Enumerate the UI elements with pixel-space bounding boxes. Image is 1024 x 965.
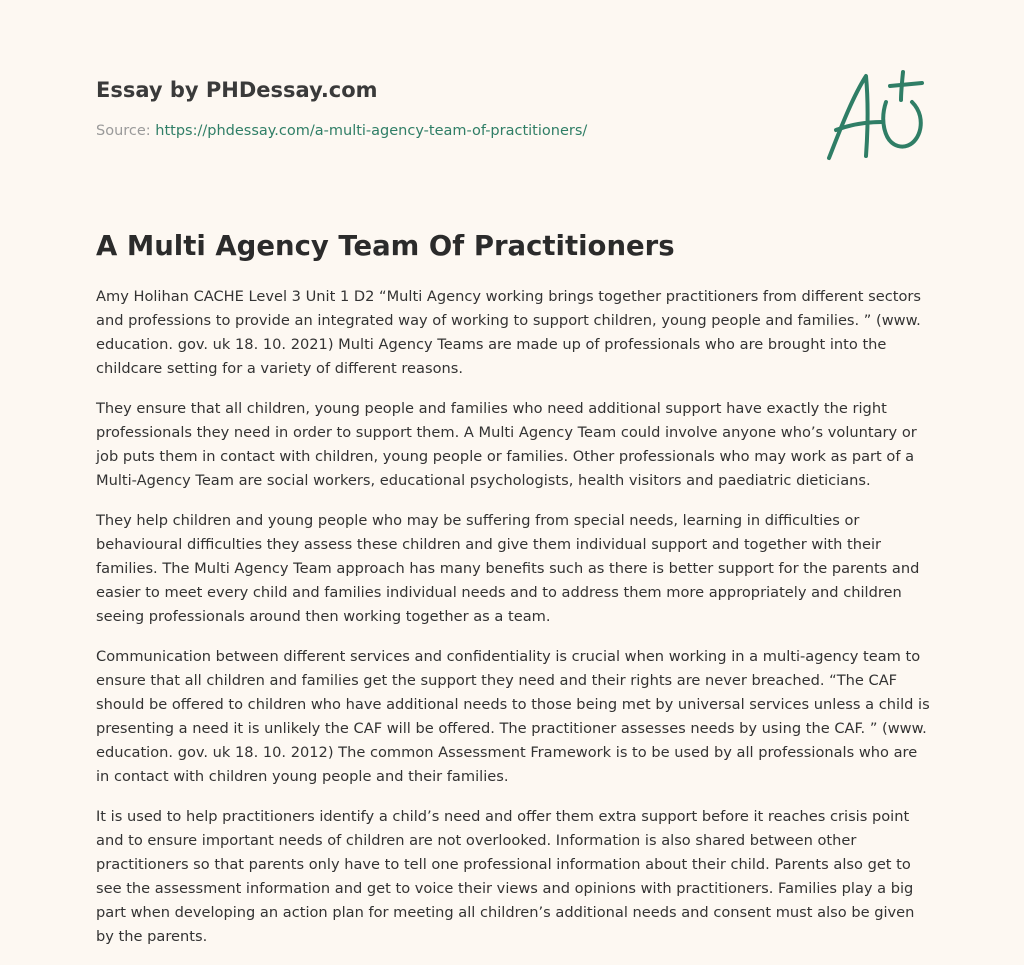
source-line: [96, 123, 587, 139]
essay-paragraph: They help children and young people who may be suffering from special needs, learning in difficulties or behavioural difficulties they assess these children and give them individual support and together with their families. The Multi Agency Team approach has many benefits such as there is better support for the parents and easier to meet every child and families individual needs and to address them more appropriately and children seeing professionals around then working together as a team.: [96, 512, 920, 625]
a-plus-logo-icon: [822, 68, 928, 164]
logo-a-stroke: [829, 76, 868, 158]
essay-paragraph: It is used to help practitioners identify a child’s need and offer them extra support before it reaches crisis point and to ensure important needs of children are not overlooked. Information is also shared between other practitioners so that parents only have to tell one professional information about their child. Parents also get to see the assessment information and get to voice their views and opinions with practitioners. Families play a big part when developing an action plan for meeting all children’s additional needs and consent must also be given by the parents.: [96, 808, 915, 945]
logo-swirl: [883, 102, 920, 147]
essay-paragraph: Communication between different services and confidentiality is crucial when working in a multi-agency team to ensure that all children and families get the support they need and their rights are never breached. “The CAF should be offered to children who have additional needs to those being met by universal services unless a child is presenting a need it is unlikely the CAF will be offered. The practitioner assesses needs by using the CAF. ” (www. education. gov. uk 18. 10. 2012) The common Assessment Framework is to be used by all professionals who are in contact with children young people and their families.: [96, 648, 930, 785]
brand-title: Essay by PHDessay.com: [96, 78, 378, 102]
essay-paragraph: They ensure that all children, young people and families who need additional support have exactly the right professionals they need in order to support them. A Multi Agency Team could involve anyone who’s voluntary or job puts them in contact with children, young people or families. Other professionals who may work as part of a Multi-Agency Team are social workers, educational psychologists, health visitors and paediatric dieticians.: [96, 400, 917, 489]
source-label: Source:: [96, 123, 151, 139]
source-link[interactable]: https://phdessay.com/a-multi-agency-team-of-practitioners/: [155, 123, 588, 139]
essay-paragraph: Amy Holihan CACHE Level 3 Unit 1 D2 “Multi Agency working brings together practitioners from different sectors and professions to provide an integrated way of working to support children, young people and families. ” (www. education. gov. uk 18. 10. 2021) Multi Agency Teams are made up of professionals who are brought into the childcare setting for a variety of different reasons.: [96, 288, 922, 377]
logo-plus-horizontal: [890, 83, 922, 86]
site-header: [96, 76, 378, 104]
page-title: A Multi Agency Team Of Practitioners: [96, 230, 675, 262]
essay-body: [96, 285, 932, 965]
